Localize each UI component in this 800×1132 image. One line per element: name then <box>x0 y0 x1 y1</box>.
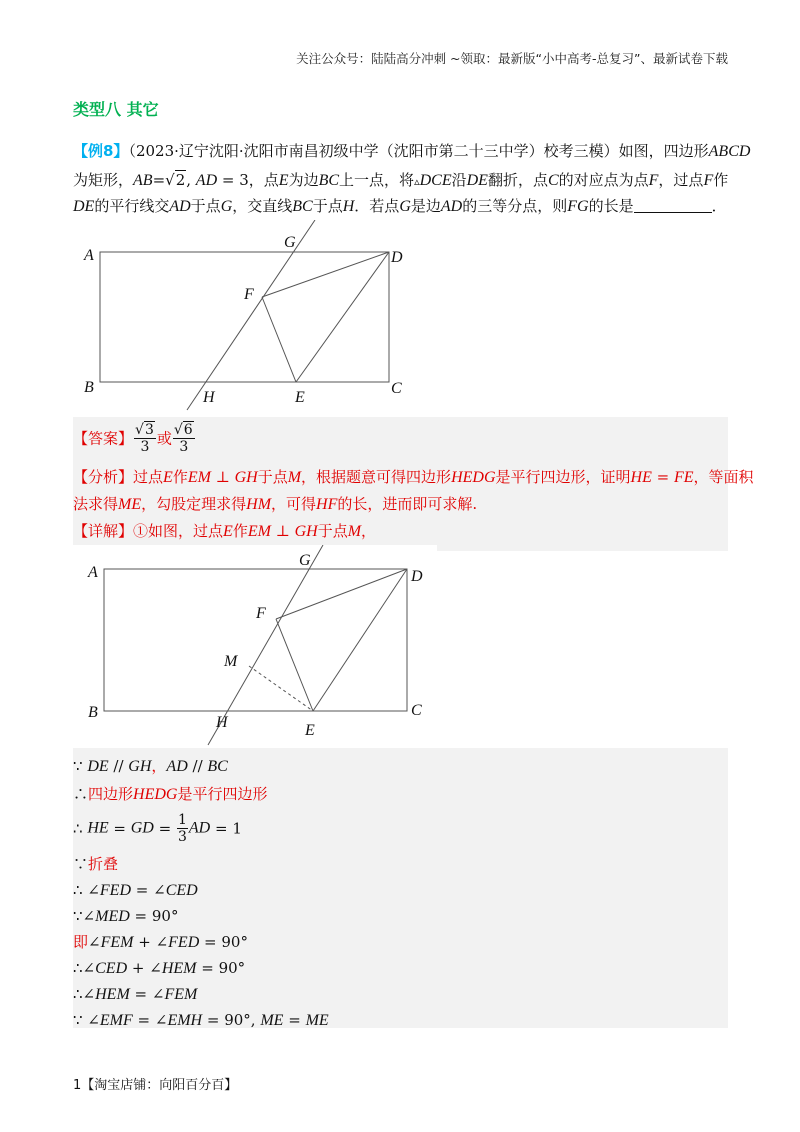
label-f: F <box>244 286 254 303</box>
label-e: E <box>305 722 315 739</box>
text: = <box>129 985 152 1003</box>
segment-de <box>296 252 389 382</box>
step-8 <box>73 958 245 979</box>
analysis-line-1 <box>73 467 754 488</box>
math-de: DE <box>87 758 109 775</box>
math-he: HE <box>87 819 109 837</box>
denominator: 3 <box>177 829 187 845</box>
math-ad: AD <box>188 819 211 837</box>
math-he: HE <box>630 469 652 486</box>
step-5 <box>73 880 198 901</box>
text: + <box>133 933 156 951</box>
math-ad: AD <box>166 758 188 775</box>
answer-fraction-2: $\frac{√6}{3}$ <box>173 422 193 455</box>
text: 于点 <box>317 522 348 540</box>
angle-symbol: ∠ <box>149 959 162 977</box>
math-emh: EMH <box>167 1012 203 1029</box>
example-line-1 <box>73 141 750 162</box>
text: ， <box>151 757 167 775</box>
text: 于点 <box>257 468 288 486</box>
analysis-tag: 【分析】 <box>73 468 134 486</box>
fraction-one-third <box>177 812 188 845</box>
text: + <box>127 959 150 977</box>
step-1 <box>73 756 228 777</box>
math-ad: AD <box>195 172 218 189</box>
text: 于点 <box>190 197 221 215</box>
label-f: F <box>256 605 266 622</box>
text: ． <box>711 197 727 215</box>
text: 的平行线交 <box>94 197 170 215</box>
math-hedg: HEDG <box>133 786 178 803</box>
text: 或 <box>156 429 172 448</box>
math-hm: HM <box>246 496 272 513</box>
label-h: H <box>203 389 215 406</box>
text: 是平行四边形 <box>177 785 268 803</box>
math-dce: DCE <box>419 172 452 189</box>
math-hem: HEM <box>161 960 197 977</box>
example-tag: 【例8】 <box>73 142 129 160</box>
math-gh: GH <box>234 469 258 486</box>
math-ab: AB <box>133 172 153 189</box>
math-bc: BC <box>207 758 228 775</box>
text: = 90°, <box>202 1011 261 1029</box>
text: ，过点 <box>658 171 704 189</box>
segment-fe <box>262 297 296 382</box>
angle-symbol: ∠ <box>82 907 96 925</box>
math-hedg: HEDG <box>451 469 496 486</box>
label-h: H <box>216 714 228 731</box>
section-title: 类型八 其它 <box>73 100 159 119</box>
text: = 90° <box>129 907 179 925</box>
text: 折叠 <box>88 855 119 873</box>
figure-1 <box>73 220 433 415</box>
text: = 3 <box>217 171 249 189</box>
text: 过点 <box>133 468 164 486</box>
math-m: M <box>347 523 362 540</box>
text: = <box>153 819 176 838</box>
denominator: 3 <box>179 439 189 455</box>
because-symbol: ∵ <box>73 907 83 925</box>
text: ⊥ <box>210 468 235 486</box>
answer-tag: 【答案】 <box>73 429 134 448</box>
math-fem: FEM <box>100 934 134 951</box>
math-me: ME <box>260 1012 284 1029</box>
text: 翻折，点 <box>487 171 548 189</box>
text: = <box>108 819 131 838</box>
math-abcd: ABCD <box>708 143 751 160</box>
text: 作 <box>713 171 729 189</box>
angle-symbol: ∠ <box>153 881 166 899</box>
sqrt-2: √2 <box>165 171 186 189</box>
math-fe: FE <box>673 469 694 486</box>
text: 即 <box>73 933 89 951</box>
math-me: ME <box>305 1012 329 1029</box>
text: ，勾股定理求得 <box>141 495 247 513</box>
math-bc: BC <box>318 172 340 189</box>
math-bc: BC <box>292 198 313 215</box>
detail-line <box>73 521 376 542</box>
angle-symbol: ∠ <box>87 881 100 899</box>
text: 上一点，将 <box>339 171 415 189</box>
math-ced: CED <box>165 882 198 899</box>
text: = 1 <box>210 819 242 838</box>
label-a: A <box>88 564 98 581</box>
math-ad: AD <box>169 198 191 215</box>
because-symbol: ∵ <box>73 855 89 873</box>
math-fed: FED <box>168 934 200 951</box>
text: ⊥ <box>270 522 295 540</box>
text: 是边 <box>410 197 441 215</box>
answer-fraction-1: $\frac{√3}{3}$ <box>135 422 154 455</box>
math-de: DE <box>73 198 95 215</box>
math-em: EM <box>187 469 211 486</box>
step-2 <box>73 784 267 805</box>
math-f: F <box>703 172 714 189</box>
angle-symbol: ∠ <box>82 985 96 1003</box>
text: ．若点 <box>354 197 400 215</box>
therefore-symbol: ∴ <box>73 959 83 977</box>
figure-2-background <box>73 545 437 748</box>
label-c: C <box>411 702 422 719</box>
triangle-symbol: ▵ <box>414 175 420 188</box>
text: = <box>283 1011 306 1029</box>
text: 为边 <box>288 171 319 189</box>
segment-fd <box>262 252 389 297</box>
math-em: EM <box>247 523 271 540</box>
radicand: 2 <box>175 171 186 189</box>
text: 的三等分点，则 <box>462 197 568 215</box>
text: = <box>152 171 166 189</box>
denominator: 3 <box>140 439 150 455</box>
angle-symbol: ∠ <box>87 1011 100 1029</box>
answer-line <box>73 422 196 458</box>
text: ，根据题意可得四边形 <box>301 468 452 486</box>
text: = 90° <box>199 933 248 951</box>
step-9 <box>73 984 197 1005</box>
answer-blank <box>634 198 712 213</box>
because-symbol: ∵ <box>73 757 88 775</box>
math-gh: GH <box>128 758 152 775</box>
math-ad: AD <box>440 198 463 215</box>
text: = <box>651 468 674 486</box>
analysis-line-2 <box>73 494 477 515</box>
step-7 <box>73 932 248 953</box>
detail-tag: 【详解】 <box>73 522 134 540</box>
text: 为矩形， <box>73 171 134 189</box>
radicand: 3 <box>144 422 154 438</box>
angle-symbol: ∠ <box>88 933 101 951</box>
label-c: C <box>391 380 402 397</box>
angle-symbol: ∠ <box>82 959 96 977</box>
math-emf: EMF <box>99 1012 133 1029</box>
text: ，等面积 <box>693 468 754 486</box>
text: 的对应点为点 <box>558 171 649 189</box>
label-e: E <box>295 389 305 406</box>
math-g: G <box>220 198 233 215</box>
math-m: M <box>287 469 302 486</box>
angle-symbol: ∠ <box>154 1011 168 1029</box>
text: // <box>187 757 208 775</box>
text: ①如图，过点 <box>133 522 224 540</box>
math-med: MED <box>95 908 130 925</box>
text: ， <box>361 522 377 540</box>
angle-symbol: ∠ <box>151 985 165 1003</box>
because-symbol: ∵ <box>73 1011 88 1029</box>
text: = <box>132 1011 155 1029</box>
text: = <box>131 881 154 899</box>
label-a: A <box>84 247 94 264</box>
therefore-symbol: ∴ <box>73 985 83 1003</box>
label-g: G <box>284 234 296 251</box>
math-e: E <box>223 523 233 540</box>
label-g: G <box>299 552 311 569</box>
label-d: D <box>411 568 423 585</box>
text: ，可得 <box>271 495 317 513</box>
math-me: ME <box>118 496 142 513</box>
text: 是平行四边形，证明 <box>495 468 631 486</box>
label-m: M <box>224 653 238 670</box>
label-b: B <box>88 704 98 721</box>
example-source: （2023·辽宁沈阳·沈阳市南昌初级中学（沈阳市第二十三中学）校考三模）如图，四边形 <box>128 142 709 160</box>
label-b: B <box>84 379 94 396</box>
text: , <box>186 171 196 189</box>
step-4 <box>73 854 118 874</box>
step-6 <box>73 906 178 927</box>
numerator: 1 <box>177 812 187 828</box>
text: 法求得 <box>73 495 119 513</box>
example-line-3 <box>73 196 727 217</box>
text: 沿 <box>451 171 467 189</box>
therefore-symbol: ∴ <box>73 819 88 838</box>
math-c: C <box>547 172 559 189</box>
angle-symbol: ∠ <box>155 933 169 951</box>
math-hf: HF <box>316 496 338 513</box>
math-hem: HEM <box>95 986 130 1003</box>
math-e: E <box>278 172 289 189</box>
math-fg: FG <box>567 198 589 215</box>
text: ，点 <box>248 171 279 189</box>
step-3 <box>73 812 242 848</box>
page-header: 关注公众号：陆陆高分冲刺 ~领取：最新版“小中高考-总复习”、最新试卷下载 <box>296 51 728 66</box>
text: 四边形 <box>88 785 134 803</box>
text: ，交直线 <box>232 197 293 215</box>
math-fed: FED <box>99 882 131 899</box>
math-g: G <box>399 198 411 215</box>
label-d: D <box>391 249 403 266</box>
page-footer: 1【淘宝店铺：向阳百分百】 <box>73 1078 238 1093</box>
math-ced: CED <box>95 960 128 977</box>
therefore-symbol: ∴ <box>73 881 88 899</box>
example-line-2 <box>73 170 728 192</box>
math-de: DE <box>466 172 488 189</box>
math-h: H <box>342 198 355 215</box>
math-fem: FEM <box>164 986 198 1003</box>
text: 作 <box>172 468 188 486</box>
radicand: 6 <box>183 422 193 438</box>
therefore-symbol: ∴ <box>73 785 89 803</box>
text: // <box>108 757 129 775</box>
text: = 90° <box>196 959 246 977</box>
math-e: E <box>163 469 173 486</box>
math-f: F <box>648 172 659 189</box>
rectangle-abcd <box>100 252 389 382</box>
text: 的长，进而即可求解. <box>337 495 478 513</box>
text: 于点 <box>312 197 343 215</box>
figure-2 <box>73 545 437 748</box>
step-10 <box>73 1010 329 1031</box>
text: 的长是 <box>588 197 634 215</box>
math-gh: GH <box>294 523 318 540</box>
text: 作 <box>232 522 248 540</box>
math-gd: GD <box>130 819 154 837</box>
